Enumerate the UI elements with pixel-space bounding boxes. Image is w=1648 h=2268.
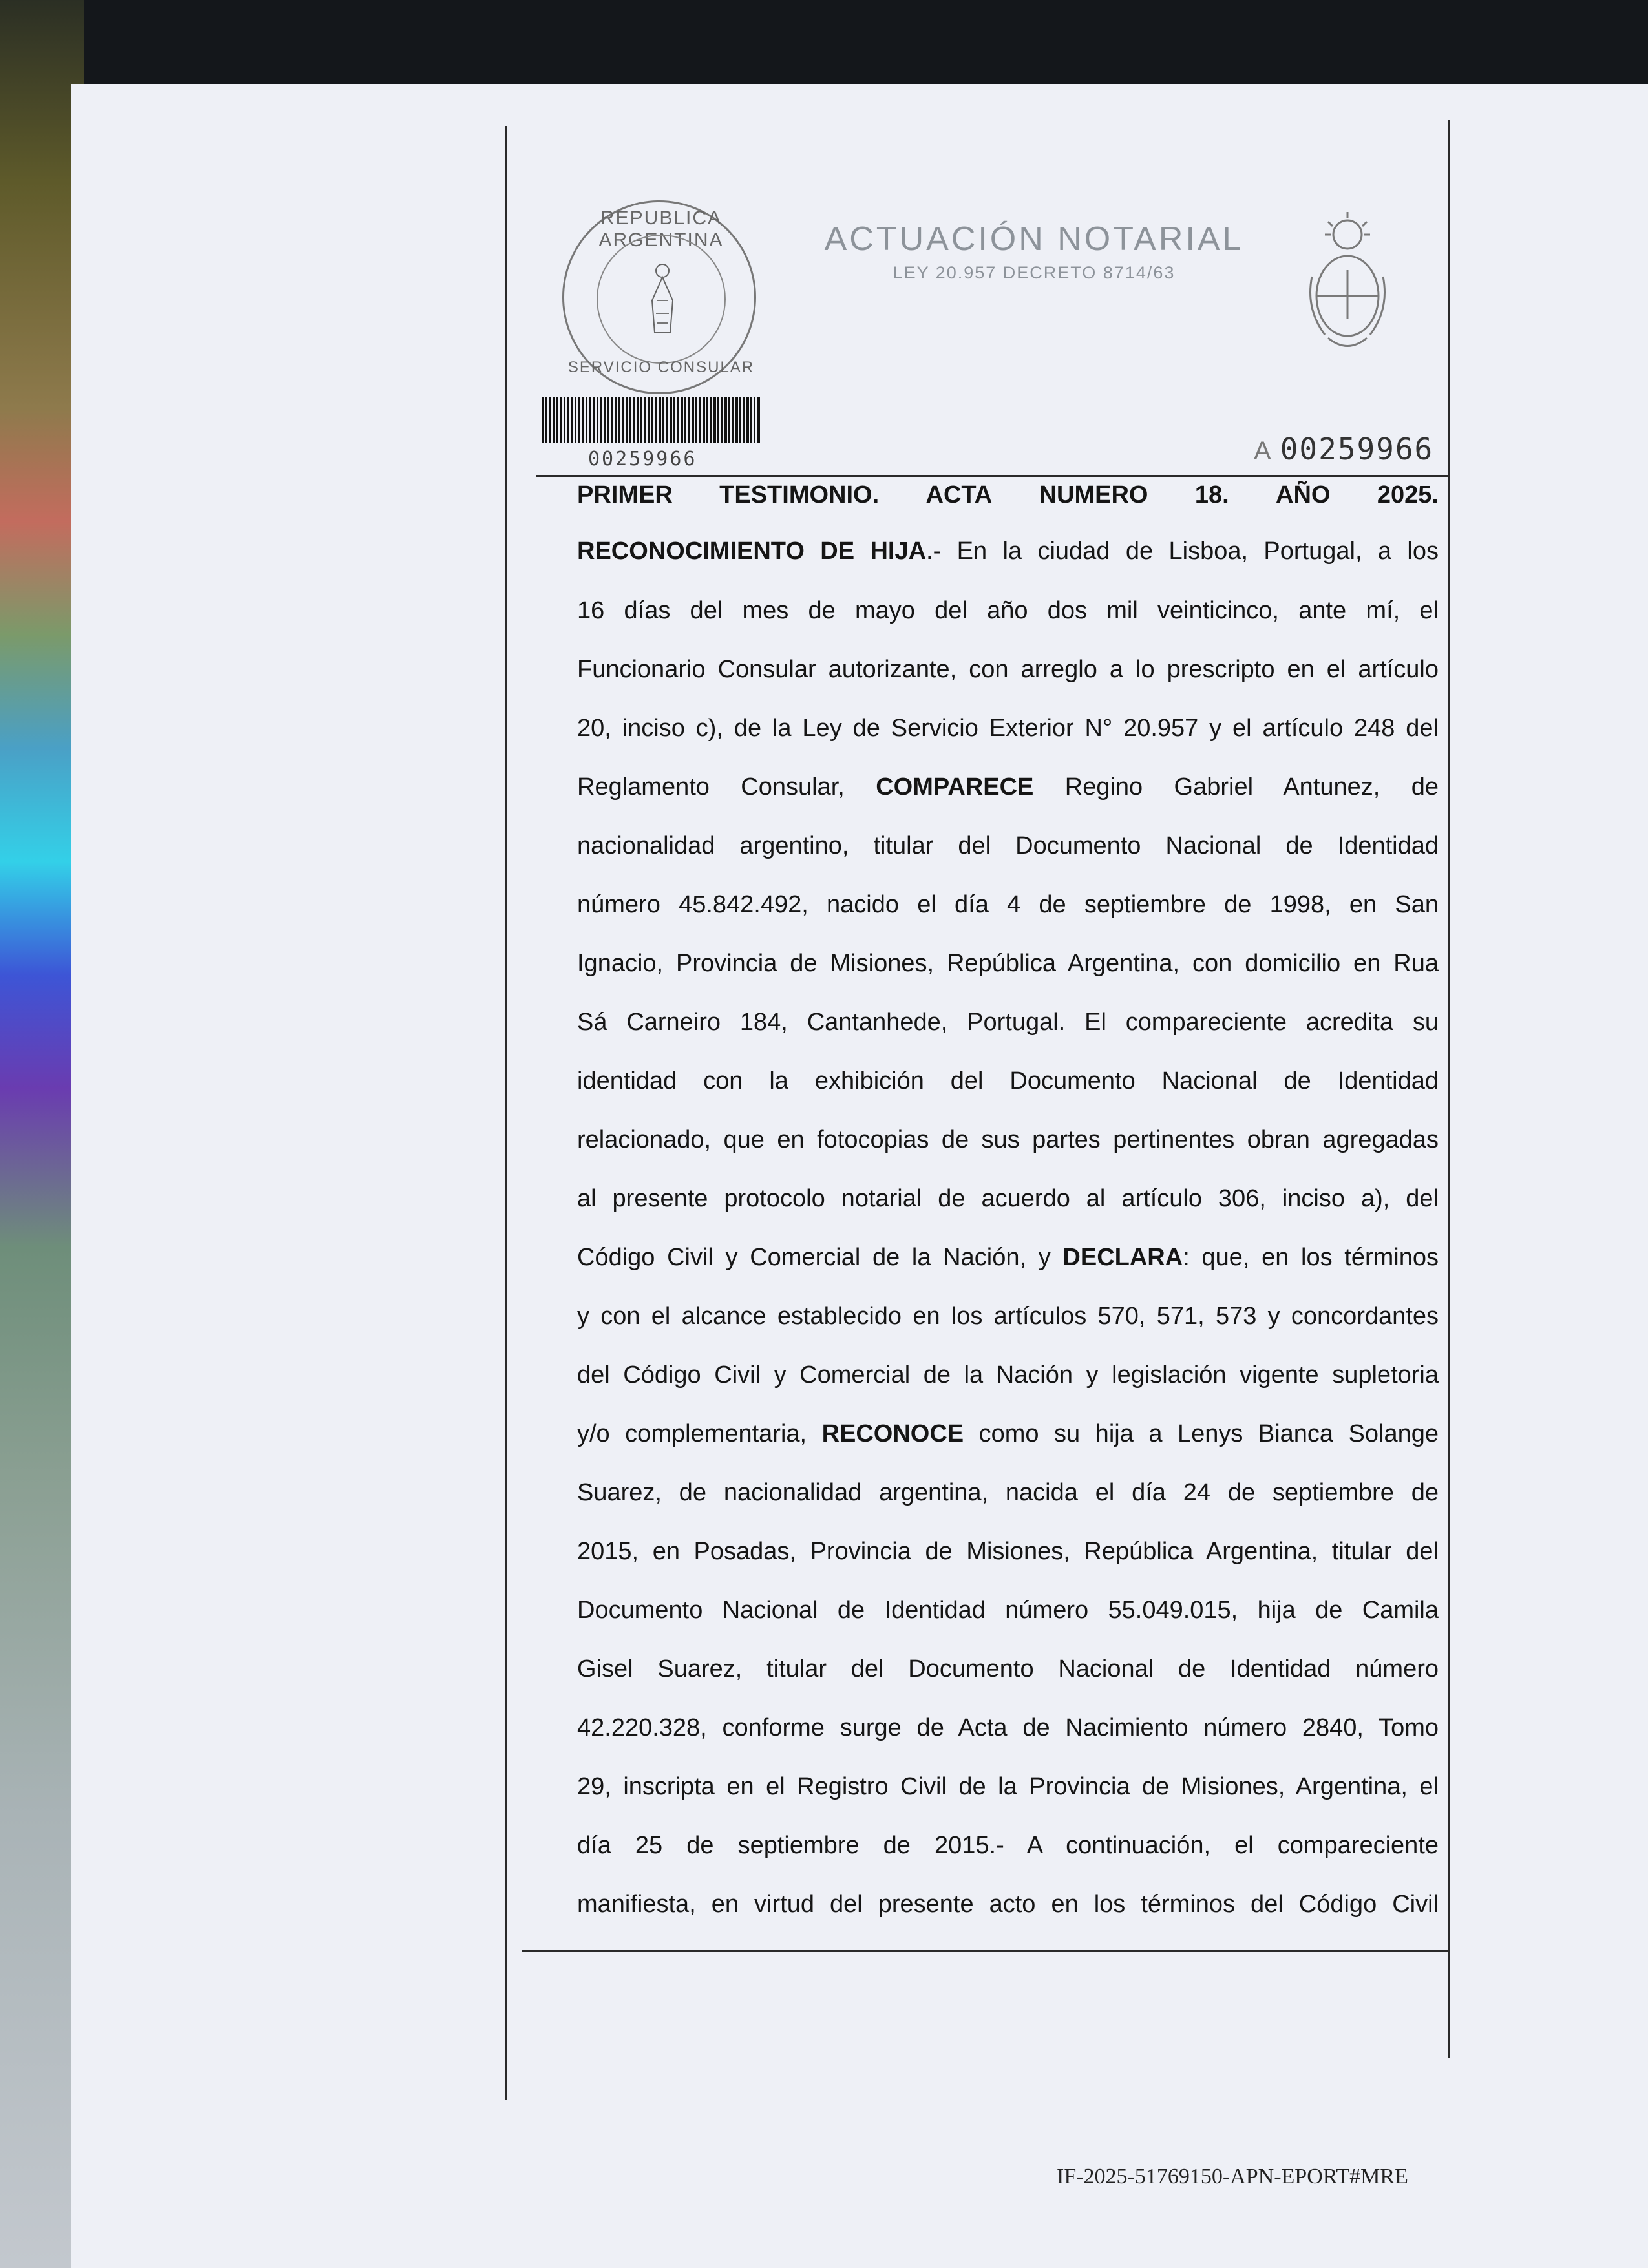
seal-top-text: REPUBLICA ARGENTINA: [598, 207, 724, 251]
body-line-15: y con el alcance establecido en los artículos 570, 571, 573 y concordantes: [577, 1303, 1439, 1330]
body-line-2: [577, 536, 1439, 566]
body-line-25: manifiesta, en virtud del presente acto en los términos del Código Civil: [577, 1891, 1439, 1918]
keyword-comparece: COMPARECE: [876, 773, 1034, 801]
body-line-17-post: como su hija a Lenys Bianca Solange: [964, 1420, 1439, 1447]
frame-left-line: [505, 126, 507, 2100]
serial-prefix: A: [1254, 437, 1273, 465]
keyword-reconoce: RECONOCE: [821, 1420, 964, 1447]
body-line-16: del Código Civil y Comercial de la Nación y legislación vigente supletoria: [577, 1361, 1439, 1389]
header-divider-line: [536, 475, 1449, 477]
body-line-17-pre: y/o complementaria,: [577, 1420, 822, 1447]
body-line-19: 2015, en Posadas, Provincia de Misiones, República Argentina, titular del: [577, 1538, 1439, 1565]
document-title: ACTUACIÓN NOTARIAL: [824, 220, 1244, 258]
heading-reconocimiento: RECONOCIMIENTO DE HIJA: [577, 538, 927, 565]
seal-inner-ring: [597, 235, 726, 364]
body-line-18: Suarez, de nacionalidad argentina, nacida el día 24 de septiembre de: [577, 1479, 1439, 1506]
word-numero: NUMERO: [1039, 481, 1148, 509]
barcode: [542, 397, 761, 443]
acta-year: 2025.: [1377, 481, 1439, 509]
word-testimonio: TESTIMONIO.: [719, 481, 880, 509]
bottom-divider-line: [522, 1950, 1448, 1952]
body-line-9: Ignacio, Provincia de Misiones, República Argentina, con domicilio en Rua: [577, 950, 1439, 977]
body-line-7: nacionalidad argentino, titular del Documento Nacional de Identidad: [577, 832, 1439, 859]
body-line-22: 42.220.328, conforme surge de Acta de Nacimiento número 2840, Tomo: [577, 1714, 1439, 1741]
barcode-number: 00259966: [588, 448, 697, 470]
body-line-20: Documento Nacional de Identidad número 55.049.015, hija de Camila: [577, 1597, 1439, 1624]
document-id: IF-2025-51769150-APN-EPORT#MRE: [1057, 2165, 1408, 2189]
serial-value: 00259966: [1280, 432, 1434, 467]
body-line-10: Sá Carneiro 184, Cantanhede, Portugal. El compareciente acredita su: [577, 1009, 1439, 1036]
body-line-3: 16 días del mes de mayo del año dos mil veinticinco, ante mí, el: [577, 597, 1439, 624]
body-line-24: día 25 de septiembre de 2015.- A continuación, el compareciente: [577, 1832, 1439, 1859]
body-line-6: [577, 772, 1439, 802]
word-acta: ACTA: [925, 481, 993, 509]
body-line-11: identidad con la exhibición del Documento Nacional de Identidad: [577, 1067, 1439, 1095]
notarial-page: [71, 84, 1648, 2268]
body-line-13: al presente protocolo notarial de acuerdo al artículo 306, inciso a), del: [577, 1185, 1439, 1212]
body-line-6-post: Regino Gabriel Antunez, de: [1033, 773, 1439, 801]
frame-right-line: [1448, 120, 1450, 2058]
body-line-21: Gisel Suarez, titular del Documento Nacional de Identidad número: [577, 1655, 1439, 1683]
word-ano: AÑO: [1276, 481, 1331, 509]
coat-of-arms-icon: [1299, 205, 1396, 361]
body-line-23: 29, inscripta en el Registro Civil de la Provincia de Misiones, Argentina, el: [577, 1773, 1439, 1800]
liberty-figure-icon: [643, 262, 682, 339]
body-line-14-pre: Código Civil y Comercial de la Nación, y: [577, 1244, 1063, 1271]
consular-seal: [562, 200, 756, 394]
body-line-6-pre: Reglamento Consular,: [577, 773, 876, 801]
body-line-5: 20, inciso c), de la Ley de Servicio Exterior N° 20.957 y el artículo 248 del: [577, 715, 1439, 742]
body-line-14: [577, 1243, 1439, 1272]
document-subtitle: LEY 20.957 DECRETO 8714/63: [893, 263, 1176, 282]
body-line-12: relacionado, que en fotocopias de sus partes pertinentes obran agregadas: [577, 1126, 1439, 1153]
body-line-8: número 45.842.492, nacido el día 4 de septiembre de 1998, en San: [577, 891, 1439, 918]
keyword-declara: DECLARA: [1062, 1244, 1183, 1271]
body-line-1: [577, 480, 1439, 510]
body-line-2-text: .- En la ciudad de Lisboa, Portugal, a los: [926, 538, 1439, 565]
word-primer: PRIMER: [577, 481, 673, 509]
body-line-14-post: : que, en los términos: [1183, 1244, 1439, 1271]
body-line-4: Funcionario Consular autorizante, con arreglo a lo prescripto en el artículo: [577, 656, 1439, 683]
scan-background-top: [0, 0, 1648, 90]
serial-number: [1254, 432, 1433, 467]
body-line-17: [577, 1419, 1439, 1449]
acta-number: 18.: [1194, 481, 1229, 509]
seal-bottom-text: SERVICIO CONSULAR: [567, 359, 755, 376]
